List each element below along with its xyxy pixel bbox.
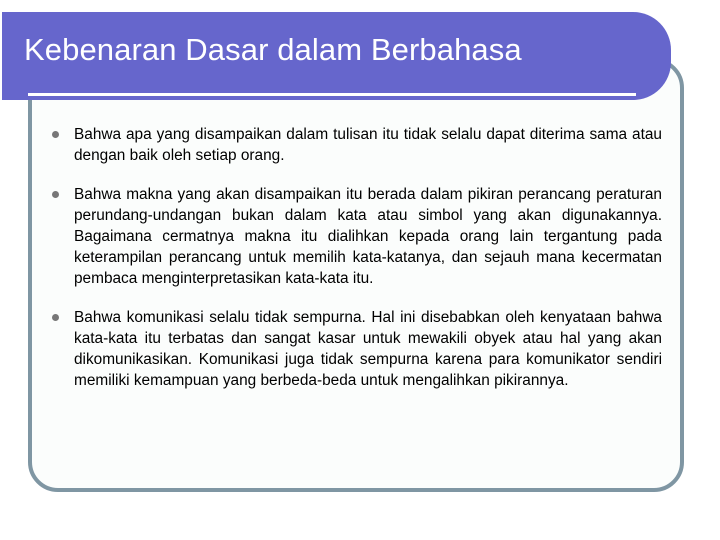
slide-title: Kebenaran Dasar dalam Berbahasa: [24, 32, 522, 67]
bullet-text: Bahwa apa yang disampaikan dalam tulisan itu tidak selalu dapat diterima sama atau dengan baik oleh setiap orang.: [74, 126, 662, 164]
bullet-icon: [52, 191, 59, 198]
bullet-list: [52, 124, 662, 409]
bullet-item: [52, 124, 662, 166]
bullet-icon: [52, 314, 59, 321]
bullet-text: Bahwa komunikasi selalu tidak sempurna. Hal ini disebabkan oleh kenyataan bahwa kata-kata itu terbatas dan sangat kasar untuk mewakili obyek atau hal yang akan dikomunikasikan. Komunikasi juga tidak sempurna karena para komunikator sendiri memiliki kemampuan yang berbeda-beda untuk mengalihkan pikirannya.: [74, 309, 662, 389]
bullet-item: [52, 307, 662, 391]
title-underline: [28, 93, 636, 96]
bullet-text: Bahwa makna yang akan disampaikan itu berada dalam pikiran perancang peraturan perundang-undangan bukan dalam kata atau simbol yang akan digunakannya. Bagaimana cermatnya makna itu dialihkan kepada orang lain tergantung pada keterampilan perancang untuk memilih kata-katanya, dan sejauh mana kecermatan pembaca menginterpretasikan kata-kata itu.: [74, 186, 662, 287]
bullet-item: [52, 184, 662, 289]
bullet-icon: [52, 131, 59, 138]
